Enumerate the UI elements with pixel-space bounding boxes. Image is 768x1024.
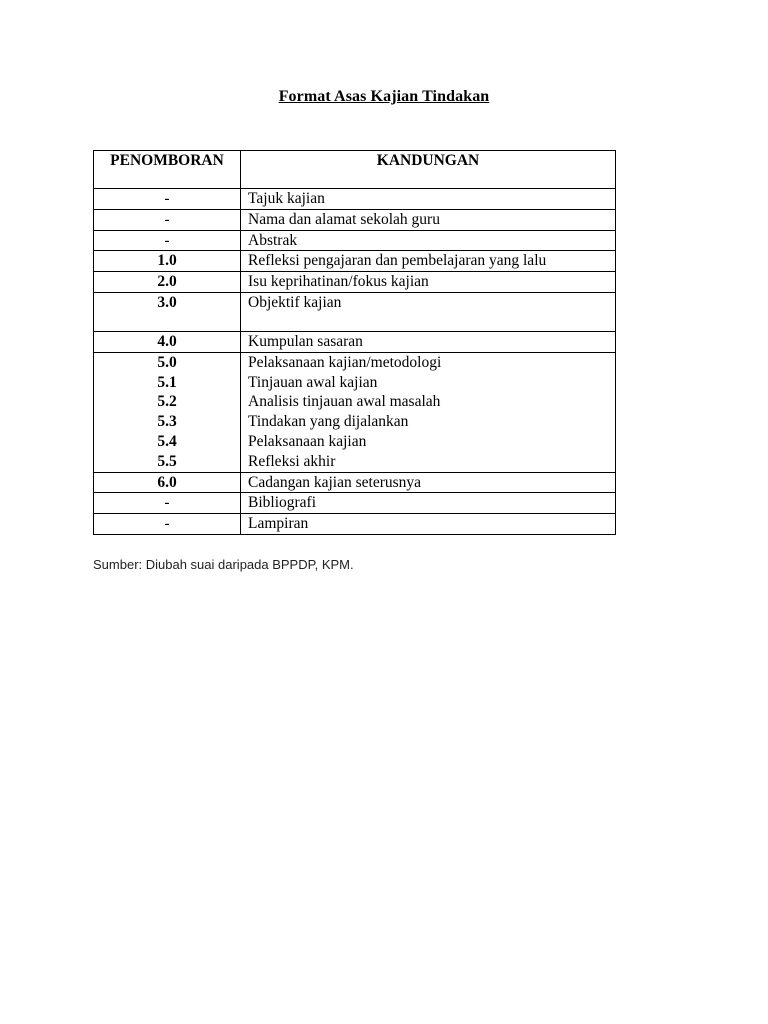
row-content: Refleksi pengajaran dan pembelajaran yang lalu (241, 251, 616, 272)
row-content: Refleksi akhir (248, 452, 336, 470)
document-title: Format Asas Kajian Tindakan (278, 88, 490, 105)
row-content: Isu keprihatinan/fokus kajian (241, 272, 616, 293)
row-content-group (241, 352, 616, 472)
table-header-row (94, 151, 616, 189)
row-number: 5.0 (157, 353, 177, 371)
row-content: Pelaksanaan kajian/metodologi (248, 353, 442, 371)
table-row (94, 189, 616, 210)
row-number: 5.1 (157, 373, 177, 391)
row-number: 5.3 (157, 413, 177, 431)
row-number: 2.0 (94, 272, 241, 293)
row-content: Objektif kajian (241, 292, 616, 331)
row-number: 5.2 (157, 393, 177, 411)
row-content: Abstrak (241, 230, 616, 251)
source-note: Sumber: Diubah suai daripada BPPDP, KPM. (93, 557, 354, 572)
table-row-group (94, 352, 616, 472)
row-content: Pelaksanaan kajian (248, 432, 367, 450)
format-table (93, 150, 616, 535)
row-number: 5.5 (157, 452, 177, 470)
row-content: Tajuk kajian (241, 189, 616, 210)
row-content: Tindakan yang dijalankan (248, 413, 409, 431)
table-row (94, 251, 616, 272)
row-content: Kumpulan sasaran (241, 331, 616, 352)
table-row (94, 331, 616, 352)
table-row (94, 209, 616, 230)
row-number: - (94, 189, 241, 210)
row-content: Lampiran (241, 514, 616, 535)
table-row (94, 514, 616, 535)
row-number: - (94, 493, 241, 514)
table-row (94, 292, 616, 331)
row-content: Analisis tinjauan awal masalah (248, 393, 441, 411)
row-number: - (94, 230, 241, 251)
row-content: Tinjauan awal kajian (248, 373, 378, 391)
row-number: 1.0 (94, 251, 241, 272)
row-number: 5.4 (157, 432, 177, 450)
row-content: Nama dan alamat sekolah guru (241, 209, 616, 230)
header-kandungan: KANDUNGAN (241, 151, 616, 189)
table-row (94, 230, 616, 251)
table-row (94, 272, 616, 293)
row-content: Bibliografi (241, 493, 616, 514)
row-number: 6.0 (94, 472, 241, 493)
header-penomboran: PENOMBORAN (94, 151, 241, 189)
table-row (94, 472, 616, 493)
row-number: - (94, 514, 241, 535)
row-number-group (94, 352, 241, 472)
row-number: 4.0 (94, 331, 241, 352)
table-row (94, 493, 616, 514)
row-number: - (94, 209, 241, 230)
row-content: Cadangan kajian seterusnya (241, 472, 616, 493)
row-number: 3.0 (94, 292, 241, 331)
